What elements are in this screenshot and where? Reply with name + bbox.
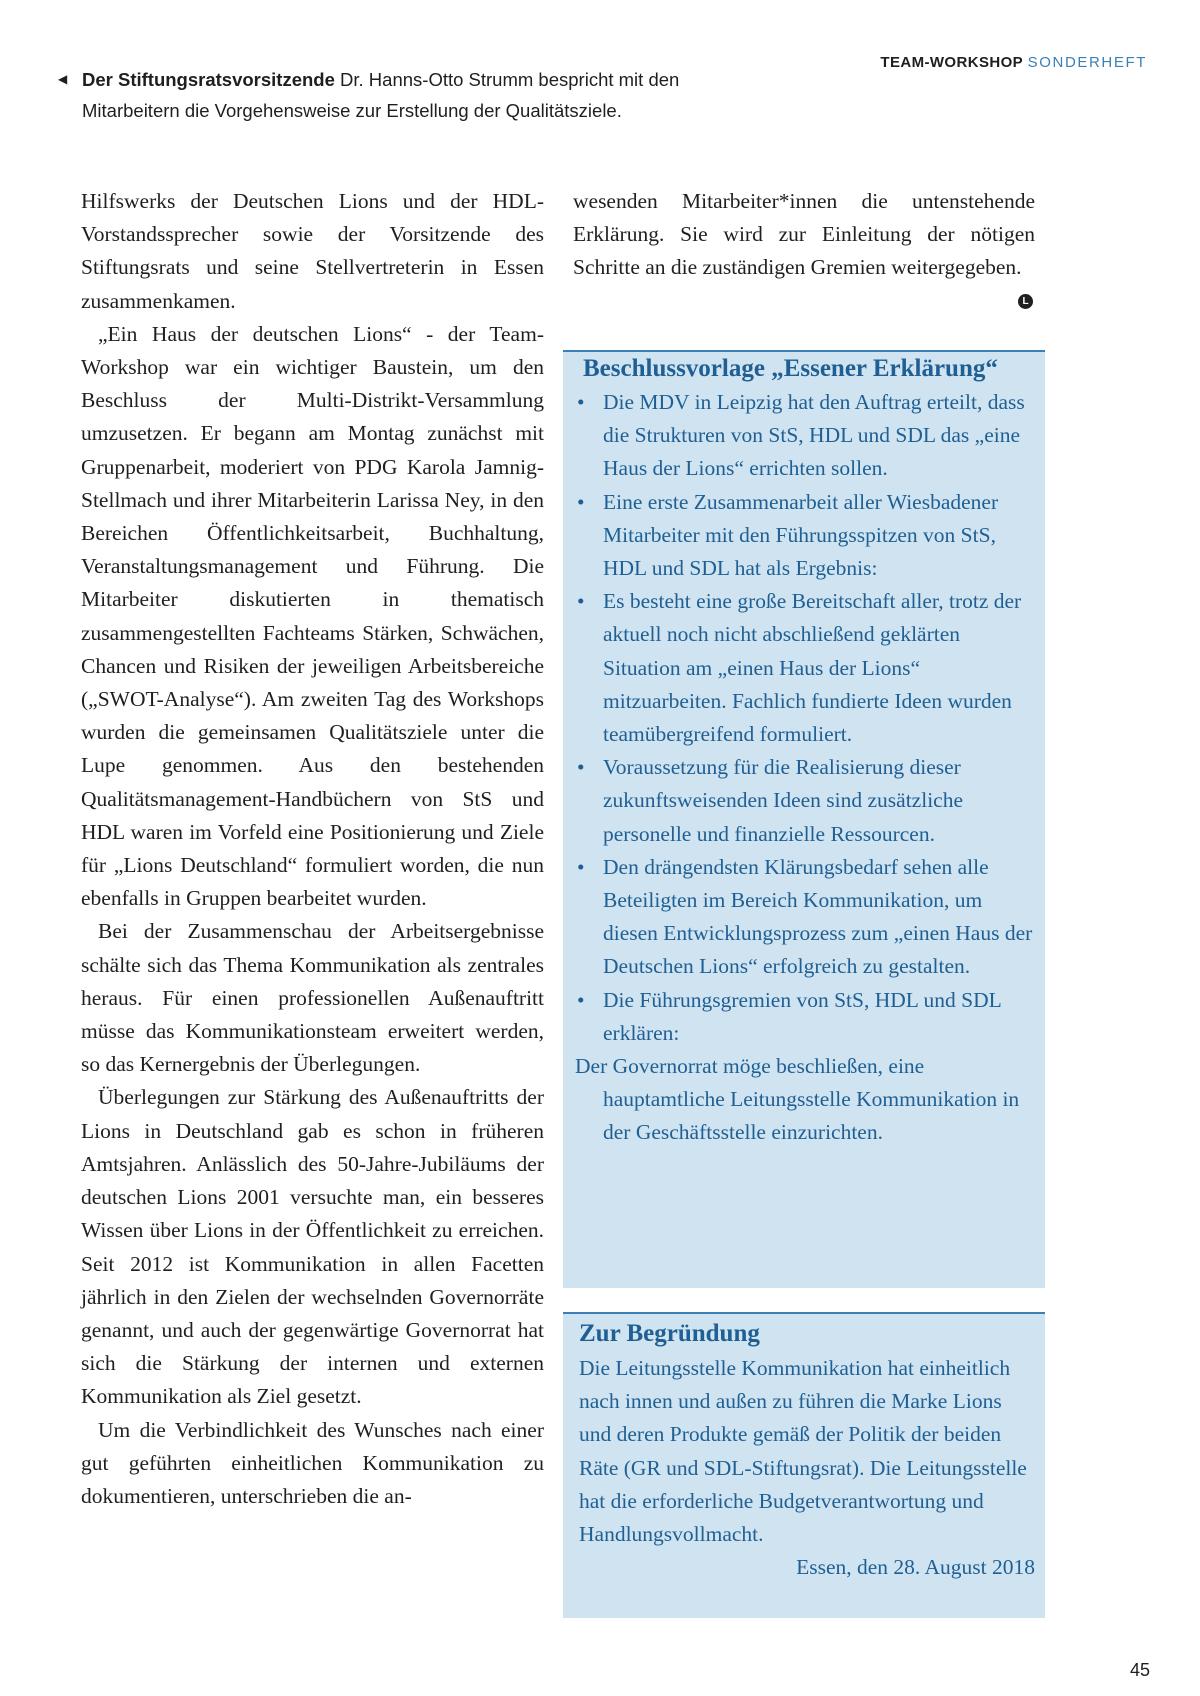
resolution-item: • Es besteht eine große Bereitschaft aller, trotz der aktuell noch nicht abschließend geklärten Situation am „einen Haus der Lions“ mitzuarbeiten. Fachlich fundierte Ideen wurden teamübergreifend formuliert.	[575, 585, 1035, 751]
article-paragraph: Bei der Zusammenschau der Arbeitsergebnisse schälte sich das Thema Kommunikation als zentrales heraus. Für einen professionellen Außenauftritt müsse das Kommunikationsteam erweitert werden, so das Kernergebnis der Überlegungen.	[81, 919, 544, 1077]
resolution-item: • Die MDV in Leipzig hat den Auftrag erteilt, dass die Strukturen von StS, HDL und SDL das „eine Haus der Lions“ errichten sollen.	[575, 386, 1035, 486]
article-paragraph: Hilfswerks der Deutschen Lions und der HDL-Vorstandssprecher sowie der Vorsitzende des Stiftungsrats und seine Stellvertreterin in Essen zusammenkamen.	[81, 189, 544, 313]
header-issue: SONDERHEFT	[1027, 54, 1147, 71]
page-number: 45	[1129, 1660, 1150, 1680]
article-paragraph: Um die Verbindlichkeit des Wunsches nach einer gut geführten einheitlichen Kommunikation zu dokumentieren, unterschrieben die an-	[81, 1417, 544, 1508]
resolution-item: • Eine erste Zusammenarbeit aller Wiesbadener Mitarbeiter mit den Führungsspitzen von StS, HDL und SDL hat als Ergebnis:	[575, 486, 1035, 586]
caption-bold: Der Stiftungsratsvorsitzende	[82, 69, 335, 90]
reason-title: Zur Begründung	[579, 1320, 760, 1347]
photo-caption	[58, 64, 702, 126]
resolution-box	[563, 350, 1045, 1288]
article-paragraph: „Ein Haus der deutschen Lions“ - der Team-Workshop war ein wichtiger Baustein, um den Beschluss der Multi-Distrikt-Versammlung umzusetzen. Er begann am Montag zunächst mit Gruppenarbeit, moderiert von PDG Karola Jamnig-Stellmach und ihrer Mitarbeiterin Larissa Ney, in den Bereichen Öffentlichkeitsarbeit, Buchhaltung, Veranstaltungsmanagement und Führung. Die Mitarbeiter diskutierten in thematisch zusammengestellten Fachteams Stärken, Schwächen, Chancen und Risiken der jeweiligen Arbeitsbereiche („SWOT-Analyse“). Am zweiten Tag des Workshops wurden die gemeinsamen Qualitätsziele unter die Lupe genommen. Aus den bestehenden Qualitätsmanagement-Handbüchern von StS und HDL waren im Vorfeld eine Positionierung und Ziele für „Lions Deutschland“ formuliert worden, die nun ebenfalls in Gruppen bearbeitet wurden.	[81, 321, 544, 911]
resolution-item: • Die Führungsgremien von StS, HDL und SDL erklären:	[575, 984, 1035, 1050]
reason-box	[563, 1312, 1045, 1618]
resolution-item: • Den drängendsten Klärungsbedarf sehen alle Beteiligten im Bereich Kommunikation, um diesen Entwicklungsprozess zum „einen Haus der Deutschen Lions“ erfolgreich zu gestalten.	[575, 851, 1035, 984]
lions-end-mark-icon: L	[1018, 294, 1033, 309]
caption-body: Dr. Hanns-Otto Strumm bespricht mit den Mitarbeitern die Vorgehensweise zur Erstellung der Qualitätsziele.	[82, 69, 680, 121]
caption-arrow-icon: ◀	[58, 72, 68, 86]
resolution-title: Beschlussvorlage „Essener Erklärung“	[583, 355, 998, 382]
article-column-right	[573, 185, 1035, 309]
reason-date: Essen, den 28. August 2018	[796, 1555, 1035, 1580]
article-paragraph-continued: wesenden Mitarbeiter*innen die untenstehende Erklärung. Sie wird zur Einleitung der nötigen Schritte an die zuständigen Gremien weitergegeben.	[573, 189, 1035, 280]
article-paragraph: Überlegungen zur Stärkung des Außenauftritts der Lions in Deutschland gab es schon in früheren Amtsjahren. Anlässlich des 50-Jahre-Jubiläums der deutschen Lions 2001 versuchte man, ein besseres Wissen über Lions in der Öffentlichkeit zu erreichen. Seit 2012 ist Kommunikation in allen Facetten jährlich in den Zielen der wechselnden Governorräte genannt, und auch der gegenwärtige Governorrat hat sich die Stärkung der internen und externen Kommunikation als Ziel gesetzt.	[81, 1085, 544, 1409]
reason-text: Die Leitungsstelle Kommunikation hat einheitlich nach innen und außen zu führen die Marke Lions und deren Produkte gemäß der Politik der beiden Räte (GR und SDL-Stiftungsrat). Die Leitungsstelle hat die erforderliche Budgetverantwortung und Handlungsvollmacht.	[579, 1356, 1027, 1547]
resolution-closing: Der Governorrat möge beschließen, eine hauptamtliche Leitungsstelle Kommunikation in der Geschäftsstelle einzurichten.	[575, 1054, 1020, 1145]
article-column-left	[81, 185, 544, 1513]
resolution-list	[575, 386, 1035, 1050]
running-header	[880, 54, 1147, 71]
resolution-item: • Voraussetzung für die Realisierung dieser zukunftsweisenden Ideen sind zusätzliche personelle und finanzielle Ressourcen.	[575, 751, 1035, 851]
caption-text	[62, 64, 702, 126]
header-section: TEAM-WORKSHOP	[880, 54, 1024, 71]
